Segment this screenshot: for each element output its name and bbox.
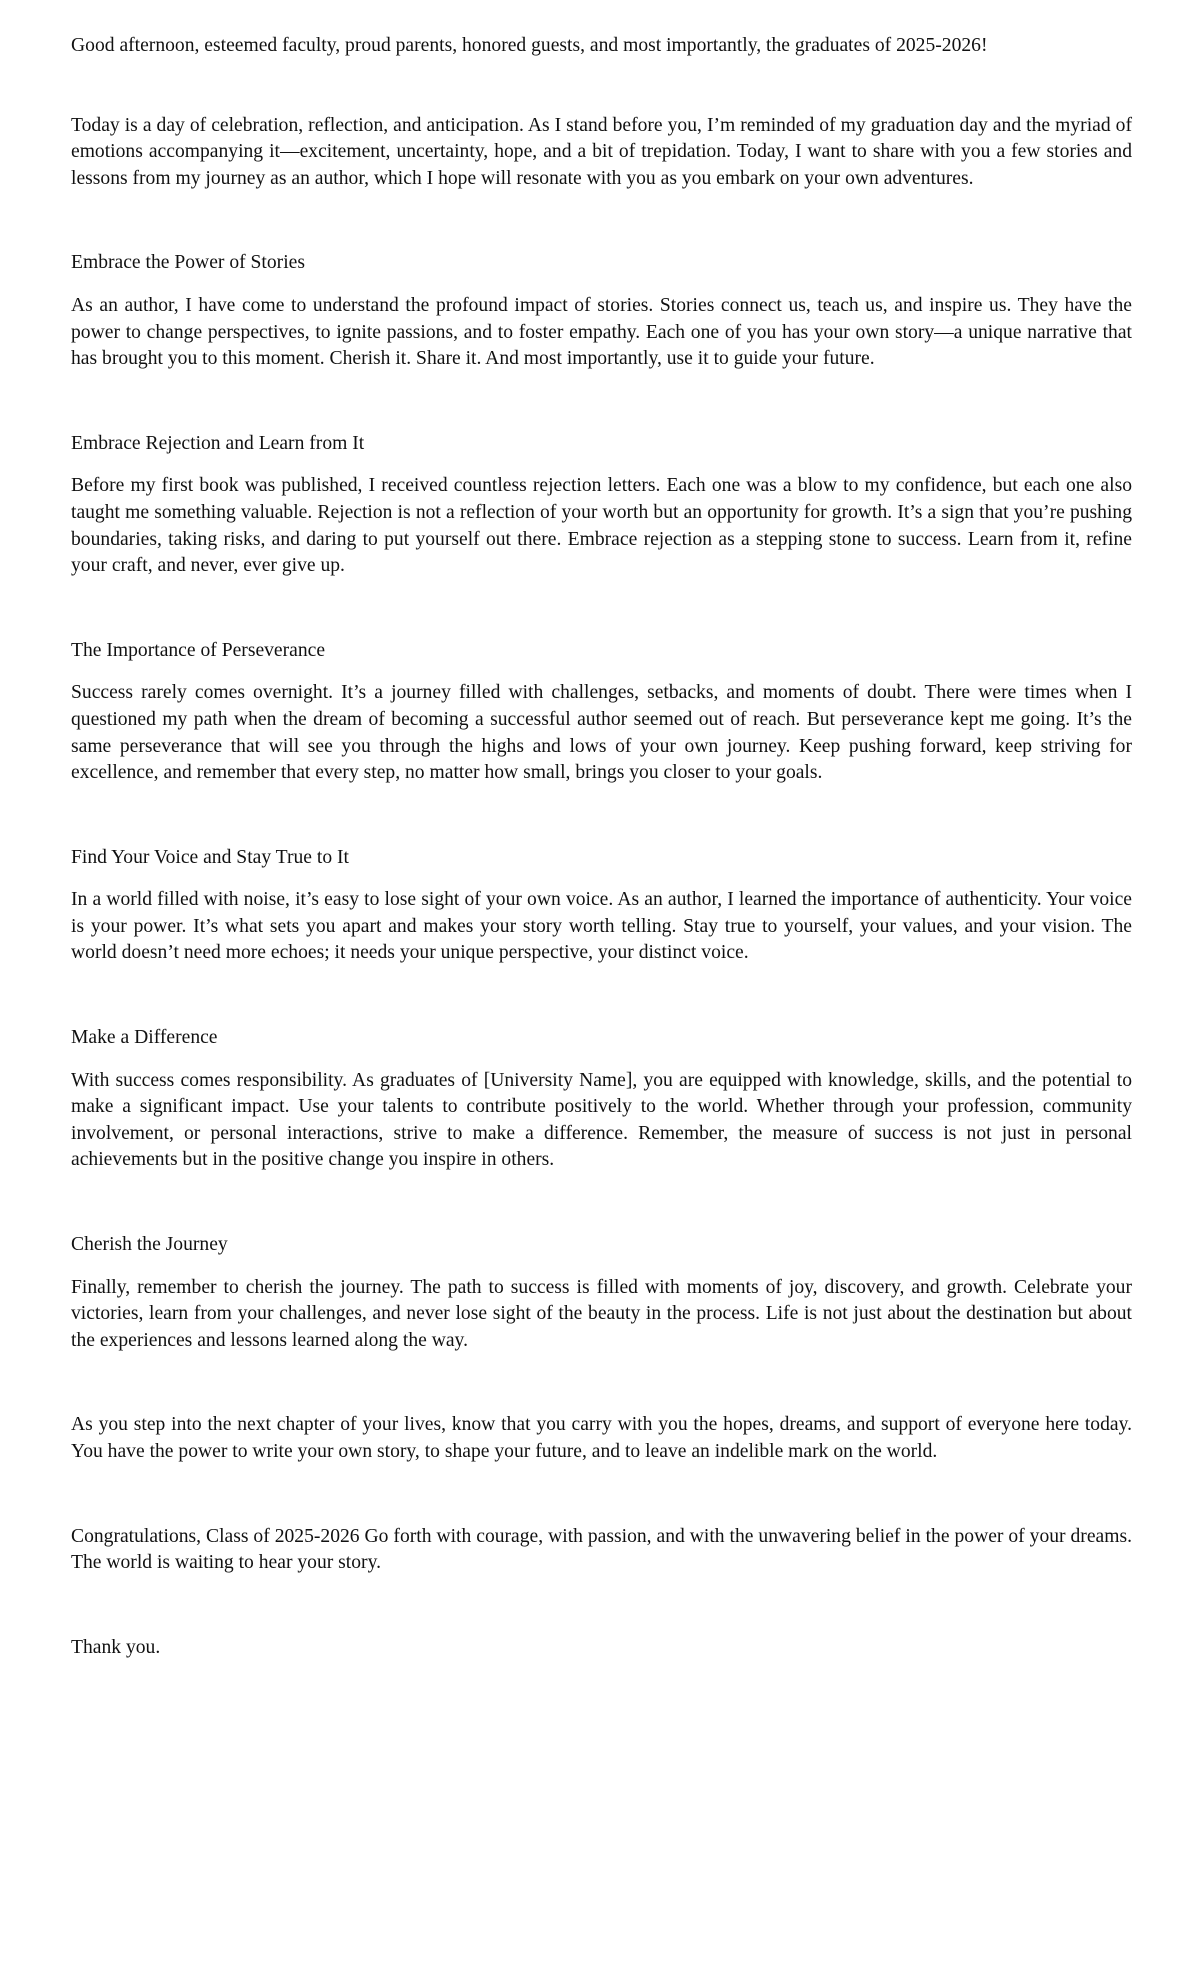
congratulations-paragraph: Congratulations, Class of 2025-2026 Go forth with courage, with passion, and with the unwavering belief in the power of your dreams. The world is waiting to hear your story. [71,1525,1132,1574]
section-heading: Make a Difference [71,1027,218,1049]
greeting-paragraph: Good afternoon, esteemed faculty, proud parents, honored guests, and most importantly, the graduates of 2025-2026! [71,35,988,56]
section-cherish-the-journey [71,1232,1132,1354]
section-body: Before my first book was published, I received countless rejection letters. Each one was a blow to my confidence, but each one also taught me something valuable. Rejection is not a reflection of your worth but an opportunity for growth. It’s a sign that you’re pushing boundaries, taking risks, and daring to put yourself out there. Embrace rejection as a stepping stone to success. Learn from it, refine your craft, and never, ever give up. [71,475,1132,577]
section-heading: Cherish the Journey [71,1234,228,1256]
section-body: In a world filled with noise, it’s easy to lose sight of your own voice. As an author, I learned the importance of authenticity. Your voice is your power. It’s what sets you apart and makes your story worth telling. Stay true to yourself, your values, and your vision. The world doesn’t need more echoes; it needs your unique perspective, your distinct voice. [71,889,1132,964]
section-perseverance [71,638,1132,787]
section-embrace-rejection [71,431,1132,580]
section-body: Finally, remember to cherish the journey. The path to success is filled with moments of joy, discovery, and growth. Celebrate your victories, learn from your challenges, and never lose sight of the beauty in the process. Life is not just about the destination but about the experiences and lessons learned along the way. [71,1276,1132,1351]
section-heading: Embrace the Power of Stories [71,252,305,274]
sign-off: Thank you. [71,1636,161,1658]
section-heading: The Importance of Perseverance [71,639,326,661]
section-heading: Find Your Voice and Stay True to It [71,846,349,868]
intro-paragraph: Today is a day of celebration, reflection, and anticipation. As I stand before you, I’m reminded of my graduation day and the myriad of emotions accompanying it—excitement, uncertainty, hope, and a bit of trepidation. Today, I want to share with you a few stories and lessons from my journey as an author, which I hope will resonate with you as you embark on your own adventures. [71,114,1132,189]
section-body: With success comes responsibility. As graduates of [University Name], you are equipped with knowledge, skills, and the potential to make a significant impact. Use your talents to contribute positively to the world. Whether through your profession, community involvement, or personal interactions, strive to make a difference. Remember, the measure of success is not just in personal achievements but in the positive change you inspire in others. [71,1069,1132,1171]
section-make-a-difference [71,1025,1132,1174]
section-body: As an author, I have come to understand the profound impact of stories. Stories connect us, teach us, and inspire us. They have the power to change perspectives, to ignite passions, and to foster empathy. Each one of you has your own story—a unique narrative that has brought you to this moment. Cherish it. Share it. And most importantly, use it to guide your future. [71,294,1132,370]
section-power-of-stories [71,250,1132,372]
closing-paragraph: As you step into the next chapter of your lives, know that you carry with you the hopes, dreams, and support of everyone here today. You have the power to write your own story, to shape your future, and to leave an indelible mark on the world. [71,1414,1132,1462]
section-heading: Embrace Rejection and Learn from It [71,432,365,454]
section-body: Success rarely comes overnight. It’s a journey filled with challenges, setbacks, and moments of doubt. There were times when I questioned my path when the dream of becoming a successful author seemed out of reach. But perseverance kept me going. It’s the same perseverance that will see you through the highs and lows of your own journey. Keep pushing forward, keep striving for excellence, and remember that every step, no matter how small, brings you closer to your goals. [71,682,1132,784]
speech-document [71,33,1132,1661]
section-find-your-voice [71,845,1132,967]
